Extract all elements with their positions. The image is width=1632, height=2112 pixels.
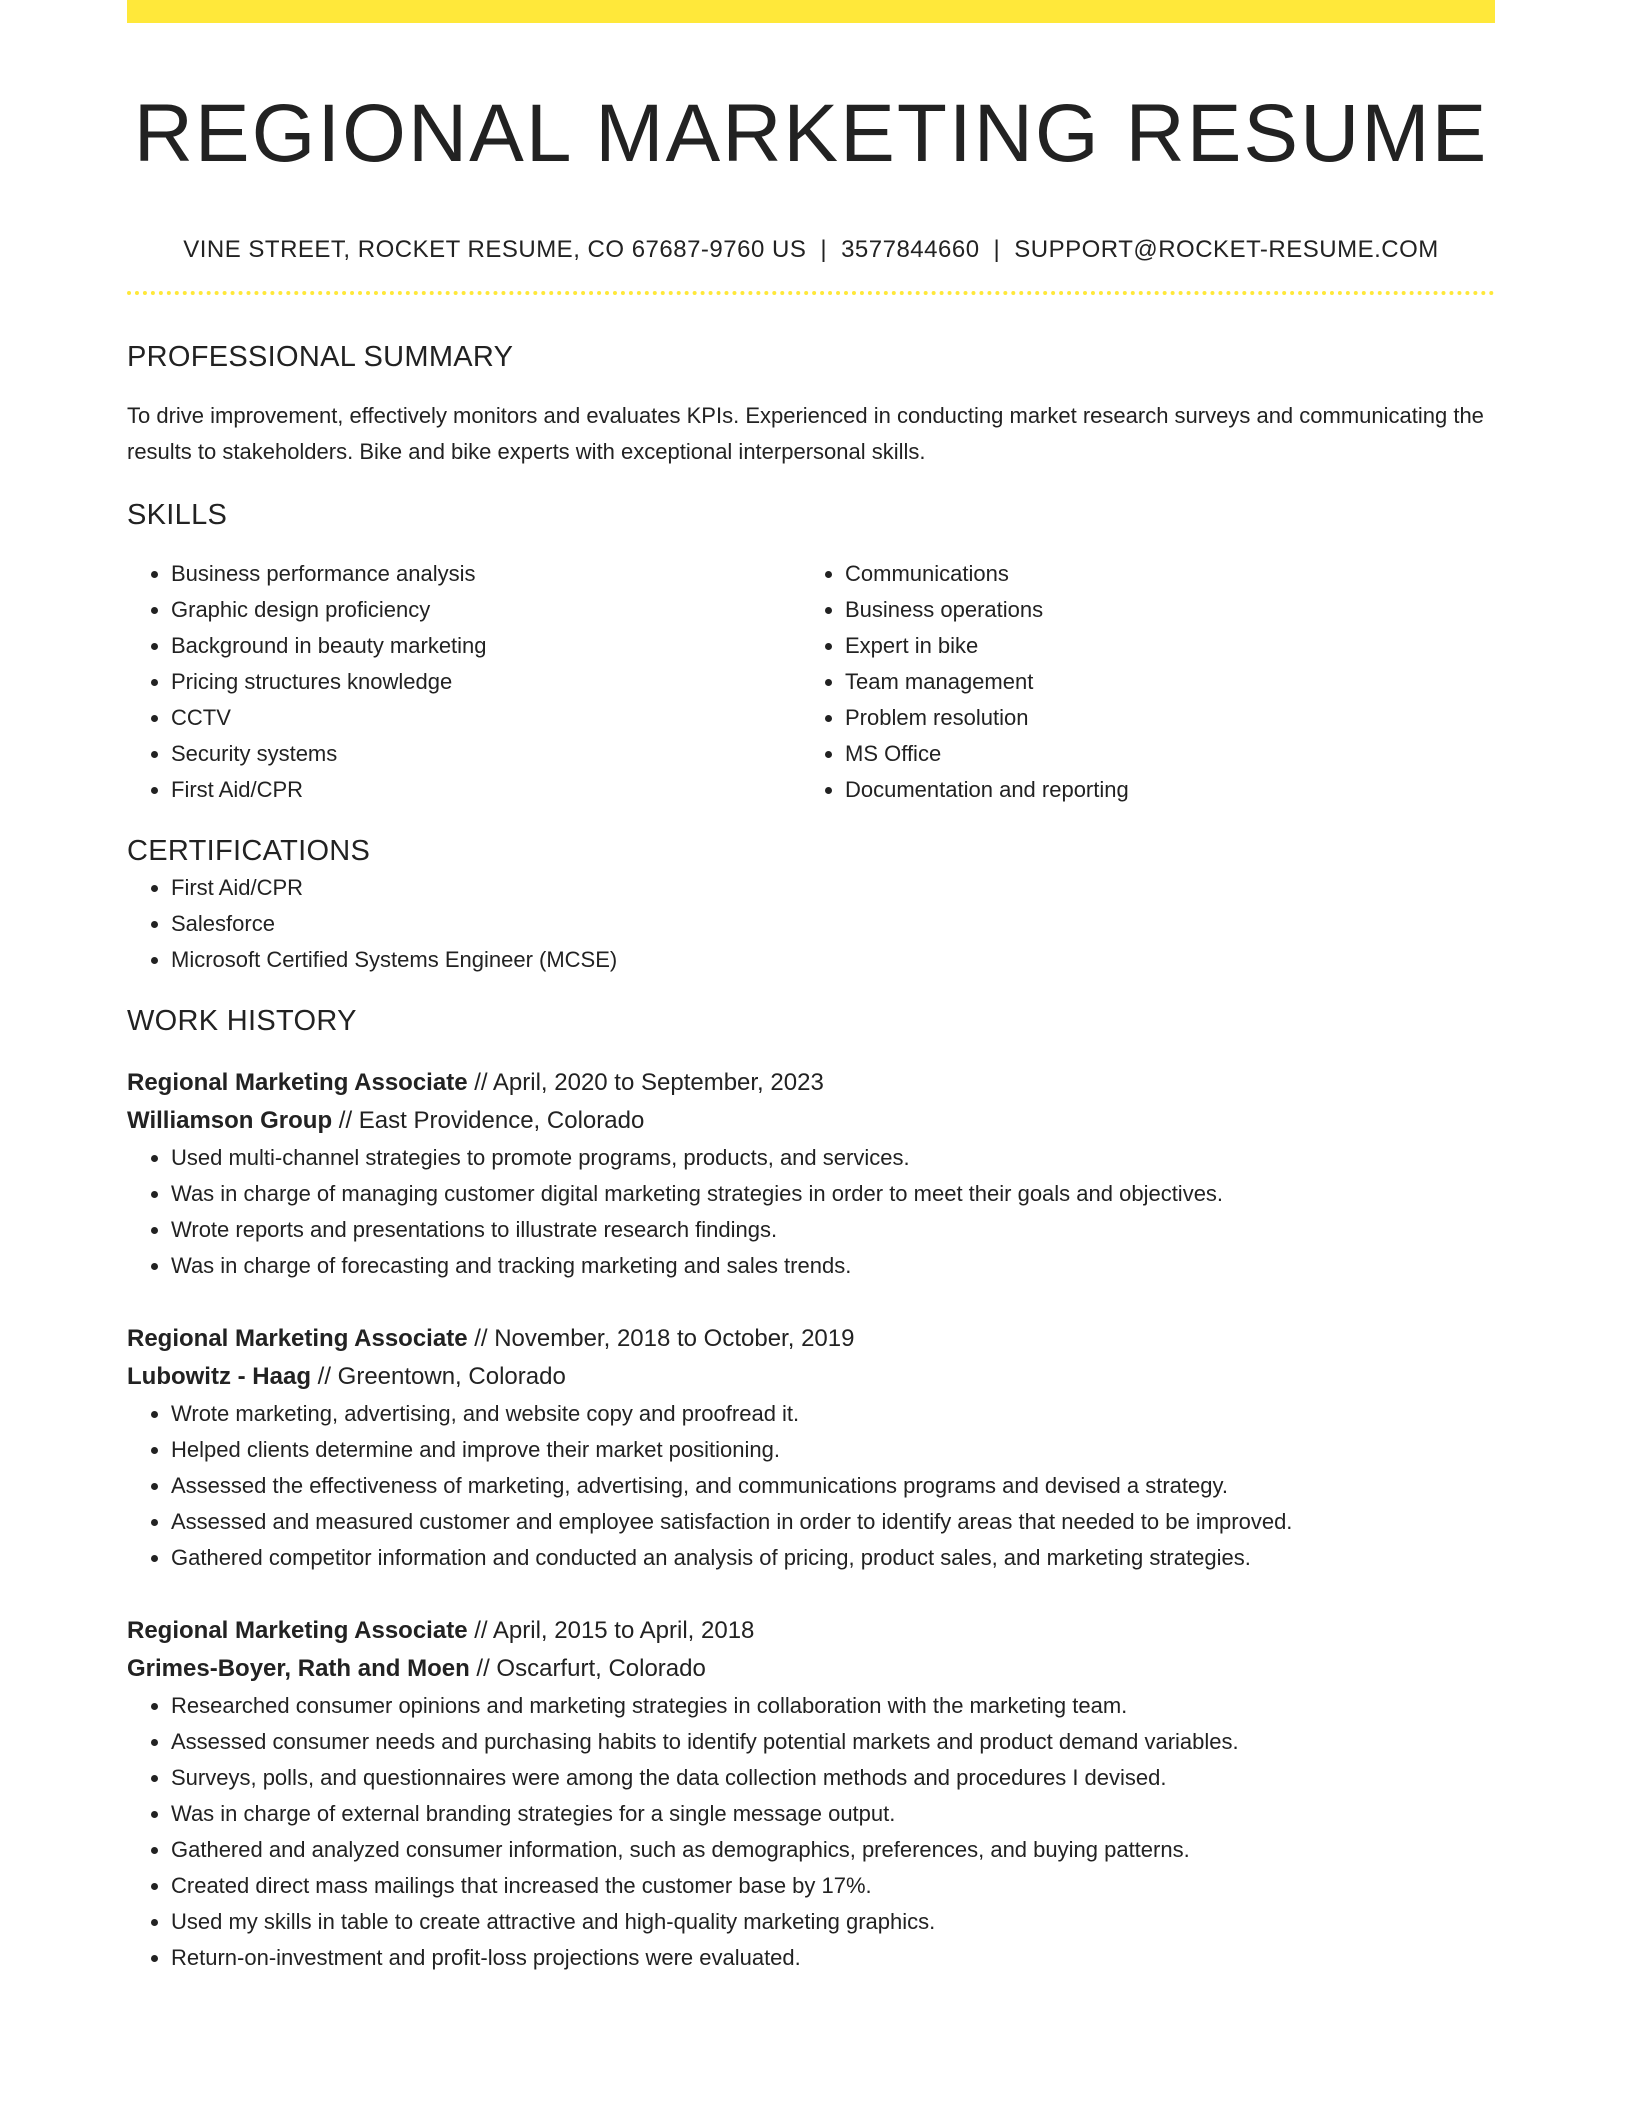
skills-list-left <box>127 556 801 808</box>
job-duties-list <box>127 1140 1495 1284</box>
dotted-divider <box>127 291 1495 295</box>
job-duty: • Assessed the effectiveness of marketing, advertising, and communications programs and devised a strategy. <box>171 1468 1495 1504</box>
job-title-line <box>127 1612 1495 1650</box>
job-title: Regional Marketing Associate <box>127 1069 468 1096</box>
job-duty: • Assessed and measured customer and employee satisfaction in order to identify areas that needed to be improved. <box>171 1504 1495 1540</box>
job-duty: • Was in charge of external branding strategies for a single message output. <box>171 1796 1495 1832</box>
certification-item: • Microsoft Certified Systems Engineer (MCSE) <box>171 942 1495 978</box>
skill-item: • Team management <box>845 664 1475 700</box>
job-company: Lubowitz - Haag <box>127 1363 311 1390</box>
certifications-list <box>127 870 1495 978</box>
job-duty: • Surveys, polls, and questionnaires were among the data collection methods and procedures I devised. <box>171 1760 1495 1796</box>
job-duty: • Used multi-channel strategies to promote programs, products, and services. <box>171 1140 1495 1176</box>
contact-phone: 3577844660 <box>841 236 980 263</box>
job-duty: • Researched consumer opinions and marketing strategies in collaboration with the marketing team. <box>171 1688 1495 1724</box>
skill-item: • CCTV <box>171 700 801 736</box>
skill-item: • First Aid/CPR <box>171 772 801 808</box>
certification-item: • First Aid/CPR <box>171 870 1495 906</box>
work-history-heading: WORK HISTORY <box>127 1005 357 1037</box>
job-duty: • Used my skills in table to create attractive and high-quality marketing graphics. <box>171 1904 1495 1940</box>
job-dates: // November, 2018 to October, 2019 <box>467 1325 855 1352</box>
job-title: Regional Marketing Associate <box>127 1617 468 1644</box>
job-entry <box>127 1612 1495 1976</box>
summary-text: To drive improvement, effectively monitors and evaluates KPIs. Experienced in conducting market research surveys and communicating the results to stakeholders. Bike and bike experts with exceptional interpersonal skills. <box>127 403 1484 464</box>
resume-page <box>127 0 1495 1976</box>
job-duty: • Gathered competitor information and conducted an analysis of pricing, product sales, and marketing strategies. <box>171 1540 1495 1576</box>
job-duty: • Gathered and analyzed consumer information, such as demographics, preferences, and buying patterns. <box>171 1832 1495 1868</box>
skills-column-left <box>127 556 801 808</box>
skills-grid <box>127 556 1495 808</box>
job-duty: • Helped clients determine and improve their market positioning. <box>171 1432 1495 1468</box>
skill-item: • Problem resolution <box>845 700 1475 736</box>
job-duties-list <box>127 1688 1495 1976</box>
resume-title: REGIONAL MARKETING RESUME <box>133 88 1489 179</box>
job-title: Regional Marketing Associate <box>127 1325 468 1352</box>
job-company-line <box>127 1102 1495 1140</box>
skill-item: • Documentation and reporting <box>845 772 1475 808</box>
certifications-heading: CERTIFICATIONS <box>127 835 371 867</box>
skill-item: • Graphic design proficiency <box>171 592 801 628</box>
skill-item: • MS Office <box>845 736 1475 772</box>
job-company: Grimes-Boyer, Rath and Moen <box>127 1655 470 1682</box>
skill-item: • Background in beauty marketing <box>171 628 801 664</box>
job-duty: • Wrote marketing, advertising, and website copy and proofread it. <box>171 1396 1495 1432</box>
job-duty: • Assessed consumer needs and purchasing habits to identify potential markets and product demand variables. <box>171 1724 1495 1760</box>
skill-item: • Business performance analysis <box>171 556 801 592</box>
job-company-line <box>127 1650 1495 1688</box>
job-duty: • Created direct mass mailings that increased the customer base by 17%. <box>171 1868 1495 1904</box>
job-title-line <box>127 1064 1495 1102</box>
contact-line <box>127 234 1495 266</box>
job-location: // East Providence, Colorado <box>332 1107 645 1134</box>
summary-heading: PROFESSIONAL SUMMARY <box>127 341 514 373</box>
skill-item: • Security systems <box>171 736 801 772</box>
accent-top-bar <box>127 0 1495 23</box>
contact-separator: | <box>993 236 1001 263</box>
job-title-line <box>127 1320 1495 1358</box>
skill-item: • Business operations <box>845 592 1475 628</box>
skills-column-right <box>801 556 1475 808</box>
skill-item: • Pricing structures knowledge <box>171 664 801 700</box>
job-entry <box>127 1320 1495 1576</box>
job-dates: // April, 2020 to September, 2023 <box>467 1069 824 1096</box>
skills-list-right <box>801 556 1475 808</box>
job-duty: • Was in charge of managing customer digital marketing strategies in order to meet their goals and objectives. <box>171 1176 1495 1212</box>
skill-item: • Communications <box>845 556 1475 592</box>
contact-email: SUPPORT@ROCKET-RESUME.COM <box>1014 236 1439 263</box>
job-duties-list <box>127 1396 1495 1576</box>
contact-separator: | <box>820 236 828 263</box>
job-location: // Greentown, Colorado <box>310 1363 566 1390</box>
job-duty: • Wrote reports and presentations to illustrate research findings. <box>171 1212 1495 1248</box>
job-entry <box>127 1064 1495 1284</box>
job-company: Williamson Group <box>127 1107 333 1134</box>
contact-address: VINE STREET, ROCKET RESUME, CO 67687-9760 US <box>183 236 807 263</box>
skills-heading: SKILLS <box>127 499 228 531</box>
job-duty: • Was in charge of forecasting and tracking marketing and sales trends. <box>171 1248 1495 1284</box>
job-dates: // April, 2015 to April, 2018 <box>467 1617 755 1644</box>
skill-item: • Expert in bike <box>845 628 1475 664</box>
job-duty: • Return-on-investment and profit-loss projections were evaluated. <box>171 1940 1495 1976</box>
job-location: // Oscarfurt, Colorado <box>469 1655 706 1682</box>
job-company-line <box>127 1358 1495 1396</box>
certification-item: • Salesforce <box>171 906 1495 942</box>
